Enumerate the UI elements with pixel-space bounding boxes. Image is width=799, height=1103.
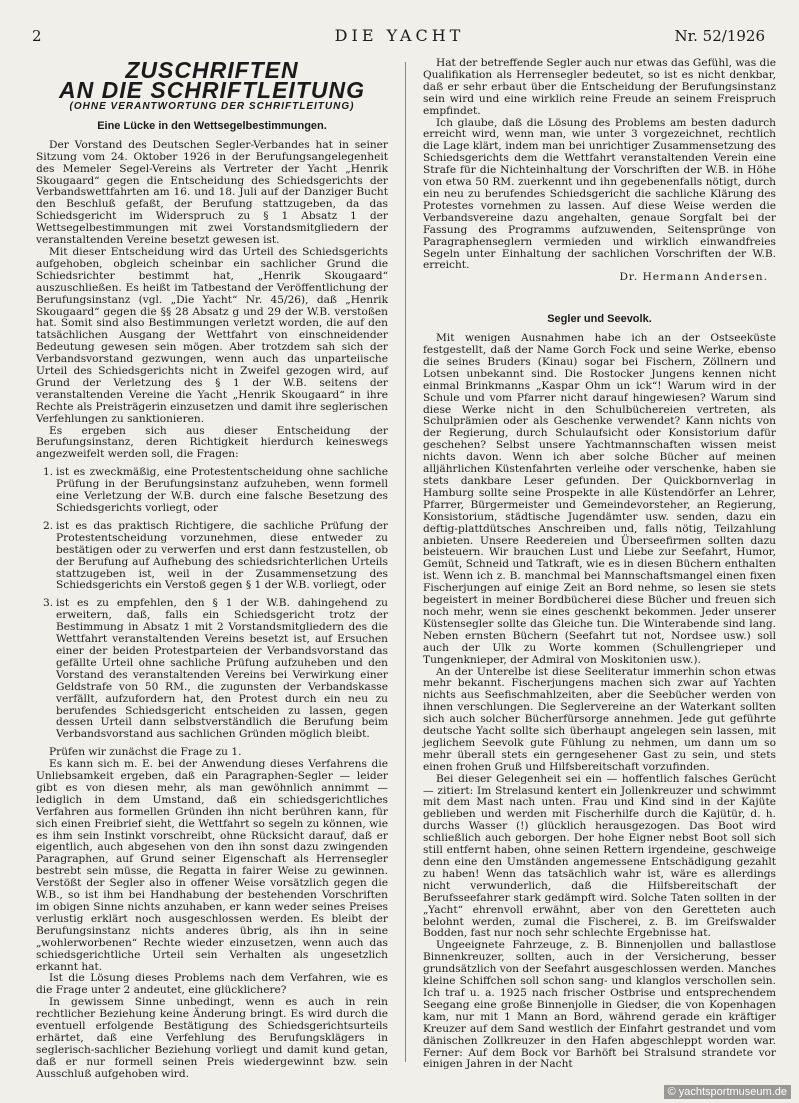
question-text: ist es zu empfehlen, den § 1 der W.B. dahingehend zu erweitern, daß, falls ein Schiedsgericht trotz der Bestimmung in Absatz 1 mit 2 Vorstandsmitgliedern des die Wettfahrt veranstaltenden Vereins besetzt ist, auf Ersuchen einer der beiden Protestparteien der Verbandsvorstand das gefällte Urteil ohne sachliche Prüfung aufzuheben und den Vorstand des veranstaltenden Vereins bei Verwirkung einer Geldstrafe von 50 RM., die zugunsten der Verbandskasse verfällt, aufzufordern hat, den Protest durch ein neu zu berufendes Schiedsgericht entscheiden zu lassen, gegen dessen Urteil dann selbstverständlich die Berufung beim Verbandsvorstand aus sachlichen Gründen möglich bleibt. [56,597,388,741]
paragraph: In gewissem Sinne unbedingt, wenn es auch in rein rechtlicher Beziehung keine Änderung bringt. Es wird durch die eventuell erfolgende Bestätigung des Schiedsgerichtsurteils erhärtet, daß eine Verfehlung des Berufungsklägers in seglerisch-sachlicher Beziehung vorliegt und damit kund getan, daß er nur formell seinen Preis wiedergewinnt bzw. sein Ausschluß aufgehoben wird. [36,996,388,1080]
question-text: ist es das praktisch Richtigere, die sachliche Prüfung der Protestentscheidung vorzunehmen, diese entweder zu bestätigen oder zu verwerfen und erst dann festzustellen, ob der Berufung auf Aufhebung des schiedsrichterlichen Urteils stattzugeben ist, weil in der Zusammensetzung des Schiedsgerichts ein Verstoß gegen § 1 der W.B. vorliegt, oder [56,519,388,592]
issue-number: Nr. 52/1926 [674,27,765,45]
section-title-line2: AN DIE SCHRIFTLEITUNG [59,77,365,103]
question-item [36,521,388,592]
column-divider [405,62,406,1062]
paragraph: Hat der betreffende Segler auch nur etwas das Gefühl, was die Qualifikation als Herrensegler bedeutet, so ist es nicht denkbar, daß er sehr erbaut über die Entscheidung der Berufungsinstanz sein wird und eine wirklich reine Freude an seinem Freispruch empfindet. [423,57,776,117]
running-header [0,0,799,50]
section-subtitle: (OHNE VERANTWORTUNG DER SCHRIFTLEITUNG) [69,101,355,112]
paragraph: Der Vorstand des Deutschen Segler-Verbandes hat in seiner Sitzung vom 24. Oktober 1926 in der Berufungsangelegenheit des Memeler Segel-Vereins als Vertreter der Yacht „Henrik Skougaard“ gegen die Entscheidung des Schiedsgerichts der Verbandswettfahrten am 16. und 18. Juli auf der Danziger Bucht den Beschluß gefaßt, der Berufung stattzugeben, da das Schiedsgericht im Widerspruch zu § 1 Absatz 1 der Wettsegelbestimmungen mit zwei Vorstandsmitgliedern der veranstaltenden Vereine besetzt gewesen ist. [36,138,388,247]
paragraph: An der Unterelbe ist diese Seeliteratur immerhin schon etwas mehr bekannt. Fischerjungens machen sich zwar auf Yachten nichts aus Seefischmahlzeiten, aber die Seebücher werden von ihnen verschlungen. Die Seglervereine an der Waterkant sollten sich auch solcher Bücherfürsorge annehmen. Jede gut geführte deutsche Yacht sollte sich überhaupt angelegen sein lassen, mit jeglichem Seevolk gute Fühlung zu nehmen, um dann um so mehr überall stets ein gerngesehener Gast zu sein, und stets einen frohen Gruß und Hilfsbereitschaft vorzufinden. [423,665,776,773]
question-number: 1. [43,466,54,479]
paragraph: Bei dieser Gelegenheit sei ein — hoffentlich falsches Gerücht — zitiert: Im Strelasund kentert ein Jollenkreuzer und schwimmt mit dem Mast nach unten. Frau und Kind sind in der Kajüte geblieben und werden mit Fischerhilfe durch die Kajütür, d. h. durchs Wasser (!) glücklich herausgezogen. Das Boot wird schließlich auch geborgen. Der hohe Eigner nebst Boot soll sich still entfernt haben, ohne seinen Rettern irgendeine, geschweige denn eine den Umständen angemessene Entschädigung gezahlt zu haben! Wenn das tatsächlich wahr ist, wäre es allerdings nicht verwunderlich, daß die Hilfsbereitschaft der Berufsseefahrer stark gedämpft wird. Solche Taten sollten in der „Yacht“ ehrenvoll erwähnt, aber von den Geretteten auch belohnt werden, zumal die Fischerei, z. B. im Greifswalder Bodden, fast nur noch sehr schlechte Ergebnisse hat. [423,772,776,940]
question-list [36,467,388,741]
author-signature: Dr. Hermann Andersen. [619,271,768,284]
page-number: 2 [32,27,42,45]
question-item [36,467,388,515]
article-heading: Eine Lücke in den Wettsegelbestimmungen. [97,119,327,132]
right-column [423,58,776,1071]
question-text: ist es zweckmäßig, eine Protestentscheidung ohne sachliche Prüfung in der Berufungsinstanz aufzuheben, wenn formell eine Verletzung der W.B. durch eine falsche Besetzung des Schiedsgerichts vorliegt, oder [56,466,388,514]
magazine-title: DIE YACHT [334,26,465,45]
paragraph: Ist die Lösung dieses Problems nach dem Verfahren, wie es die Frage unter 2 andeutet, eine glücklichere? [36,972,388,997]
watermark: © yachtsportmuseum.de [664,1085,791,1099]
question-item [36,598,388,741]
article-heading: Segler und Seevolk. [547,313,652,326]
paragraph: Mit dieser Entscheidung wird das Urteil des Schiedsgerichts aufgehoben, obgleich scheinbar ein sachlicher Grund die Schiedsrichter bestimmt hat, „Henrik Skougaard“ auszuschließen. Es heißt im Tatbestand der Veröffentlichung der Berufungsinstanz (vgl. „Die Yacht“ Nr. 45/26), daß „Henrik Skougaard“ gegen die §§ 28 Absatz g und 29 der W.B. verstoßen hat. Somit sind also Bestimmungen verletzt worden, die auf den tatsächlichen Ausgang der Wettfahrt von einschneidender Bedeutung gewesen sein mögen. Aber trotzdem sah sich der Verbandsvorstand gezwungen, wenn auch das unparteiische Urteil des Schiedsgerichts nicht in Zweifel gezogen wird, auf Grund der Verletzung des § 1 der W.B. seitens der veranstaltenden Vereine die Yacht „Henrik Skougaard“ in ihre Rechte als Preisträgerin einzusetzen und damit ihre seglerischen Verfehlungen zu sanktionieren. [36,245,388,425]
left-column [36,58,388,1081]
paragraph: Ich glaube, daß die Lösung des Problems am besten dadurch erreicht wird, wenn man, wie unter 3 vorgezeichnet, rechtlich die Lage klärt, indem man bei unrichtiger Zusammensetzung des Schiedsgerichts dem die Wettfahrt veranstaltenden Verein eine Strafe für die Nichteinhaltung der Vorschriften der W.B. in Höhe von etwa 50 RM. zuerkennt und ihn gegebenenfalls nötigt, durch ein neu zu berufendes Schiedsgericht die sachliche Klärung des Protestes vornehmen zu lassen. Auf diese Weise werden die Verbandsvereine dazu angehalten, genaue Sorgfalt bei der Fassung des Programms aufzuwenden, Seitensprünge von Paragraphenseglern vermieden und wirklich einwandfreies Segeln unter Einhaltung der sachlichen Vorschriften der W.B. erreicht. [423,116,776,272]
paragraph: Prüfen wir zunächst die Frage zu 1. [49,746,242,759]
section-title-line1: ZUSCHRIFTEN [125,57,299,83]
question-number: 2. [43,519,54,532]
question-number: 3. [43,597,54,610]
paragraph: Ungeeignete Fahrzeuge, z. B. Binnenjollen und ballastlose Binnenkreuzer, sollten, auch in der Versicherung, besser grundsätzlich von der Seefahrt ausgeschlossen werden. Manches kleine Schiffchen soll schon sang- und klanglos verschollen sein. Ich traf u. a. 1925 nach frischer Ostbrise und entsprechendem Seegang eine große Binnenjolle in Giedser, die von Kopenhagen kam, nur mit 1 Mann an Bord, während gerade ein kräftiger Kreuzer auf dem Sand westlich der Einfahrt gestrandet und vom dänischen Zollkreuzer in den Hafen abgeschleppt worden war. Ferner: Auf dem Bock vor Barhöft bei Stralsund strandete vor einigen Jahren in der Nacht [423,939,776,1071]
paragraph: Mit wenigen Ausnahmen habe ich an der Ostseeküste festgestellt, daß der Name Gorch Fock und seine Werke, ebenso die seines Bruders (Kinau) sogar bei Fischern, Zöllnern und Lotsen unbekannt sind. Die Rostocker Jungens kennen nicht einmal Brinkmanns „Kaspar Ohm un ick“! Warum wird in der Schule und vom Pfarrer nicht darauf hingewiesen? Warum sind diese Werke nicht in den Schulbüchereien vertreten, als Schulprämien oder als Geschenke verwendet? Kann nichts von der Regierung, durch Schulaufsicht oder Konsistorium dafür geschehen? Selbst unsere Yachtmannschaften wissen meist nichts davon. Wenn ich aber solche Bücher auf meinen alljährlichen Küstenfahrten verleihe oder verschenke, haben sie stets dankbare Leser gefunden. Der Quickbornverlag in Hamburg sollte seine Prospekte in alle Küstendörfer an Lehrer, Pfarrer, Bürgermeister und Gemeindevorsteher, an Regierung, Konsistorium, städtische Jugendämter usw. senden, dazu ein deftig-plattdütsches Anschreiben und, falls nötig, Teilzahlung anbieten. Unsere Reedereien und Überseefirmen sollten dazu beisteuern. Wir brauchen Lust und Liebe zur Seefahrt, Humor, Gemüt, Schneid und Tatkraft, wie es in diesen Büchern enthalten ist. Wenn ich z. B. manchmal bei Mannschaftsmangel einen fixen Fischerjungen auf einige Zeit an Bord nehme, so lesen sie stets begeistert in meiner Bordbücherei diese Bücher und freuen sich noch mehr, wenn sie eines geschenkt bekommen. Jeder unserer Küstensegler sollte das Gleiche tun. Die Winterabende sind lang. Neben ernsten Büchern (Seefahrt tut not, Nordsee usw.) soll auch der Ulk zu Worte kommen (Schullengrieper und Tungenknieper, der Admiral von Moskitonien usw.). [423,332,776,666]
paragraph: Es ergeben sich aus dieser Entscheidung der Berufungsinstanz, deren Richtigkeit hierdurch keineswegs angezweifelt werden soll, die Fragen: [36,424,388,461]
paragraph: Es kann sich m. E. bei der Anwendung dieses Verfahrens die Unliebsamkeit ergeben, daß ein Paragraphen-Segler — leider gibt es von diesen mehr, als man gewöhnlich annimmt — lediglich in dem Umstand, daß ein schiedsgerichtliches Verfahren aus formellen Gründen ihn nicht berühren kann, für sich einen Freibrief sieht, die Wettfahrt so segeln zu können, wie es ihm sein Instinkt vorschreibt, ohne Rücksicht darauf, daß er eigentlich, auch abgesehen von den ihn sonst dazu zwingenden Paragraphen, auf Grund seiner Eigenschaft als Herrensegler bestrebt sein müsse, die Regatta in fairer Weise zu gewinnen. Verstößt der Segler also in offener Weise vorsätzlich gegen die W.B., so ist ihm bei Handhabung der bestehenden Vorschriften im obigen Sinne nichts anzuhaben, er kann weder seines Preises verlustig erklärt noch ausgeschlossen werden. Es bleibt der Berufungsinstanz nichts anderes übrig, als ihn in seine „wohlerworbenen“ Rechte wieder einzusetzen, wenn auch das schiedsgerichtliche Urteil sein Verhalten als ungesetzlich erkannt hat. [36,758,388,973]
